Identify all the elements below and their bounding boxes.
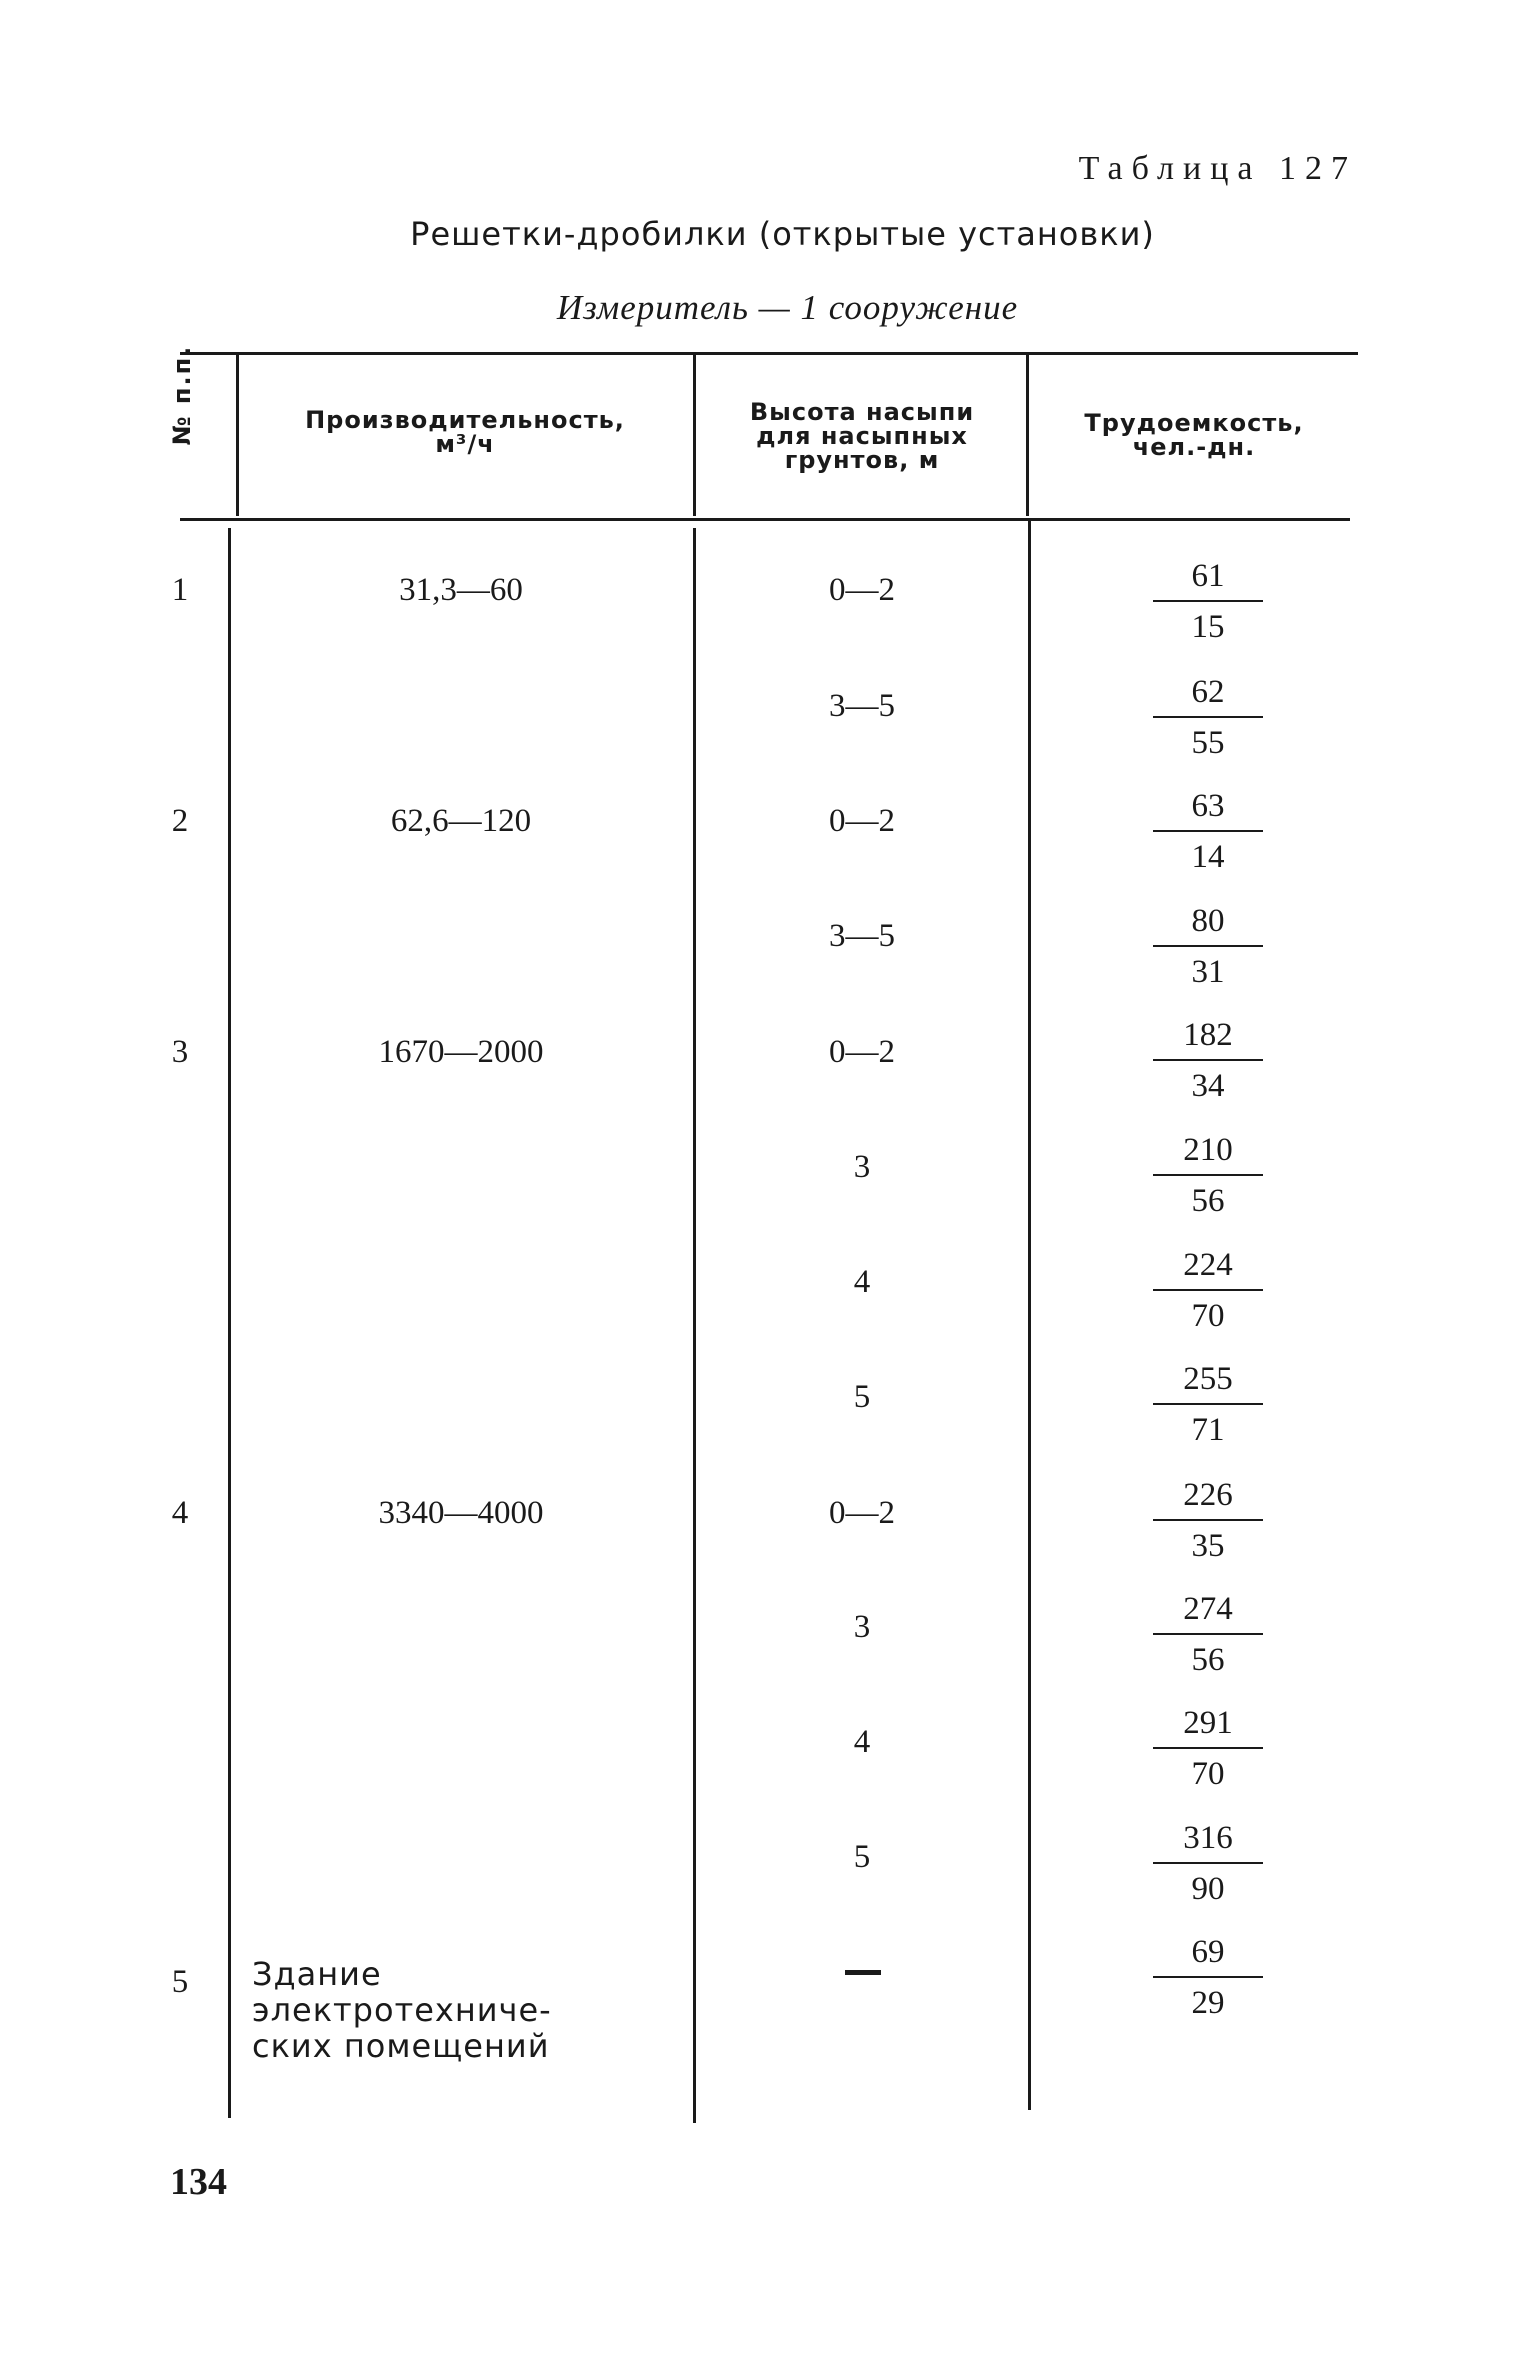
row-height: 0—2 bbox=[829, 803, 895, 839]
row-height: 5 bbox=[853, 1379, 871, 1415]
row-labor bbox=[1163, 1015, 1253, 1103]
labor-numerator: 182 bbox=[1183, 1017, 1233, 1053]
labor-denominator: 29 bbox=[1191, 1985, 1225, 2021]
header-productivity-line1: Производительность, bbox=[305, 406, 625, 434]
row-labor bbox=[1163, 1703, 1253, 1791]
row-height: 3—5 bbox=[829, 688, 895, 724]
row-num: 3 bbox=[171, 1034, 189, 1070]
header-divider-1 bbox=[236, 352, 239, 516]
row-height: 3 bbox=[853, 1609, 871, 1645]
body-divider-2 bbox=[693, 528, 696, 2123]
row-productivity: 31,3—60 bbox=[399, 572, 523, 608]
table-unit: Измеритель — 1 сооружение bbox=[556, 288, 1019, 327]
row-labor bbox=[1163, 786, 1253, 874]
header-height-line1: Высота насыпи bbox=[749, 398, 975, 426]
labor-denominator: 56 bbox=[1191, 1642, 1225, 1678]
labor-numerator: 61 bbox=[1191, 558, 1225, 594]
labor-denominator: 56 bbox=[1191, 1183, 1225, 1219]
header-divider-3 bbox=[1026, 352, 1029, 516]
labor-denominator: 55 bbox=[1191, 725, 1225, 761]
row-num: 4 bbox=[171, 1495, 189, 1531]
labor-numerator: 316 bbox=[1183, 1820, 1233, 1856]
header-productivity bbox=[245, 408, 685, 456]
header-height-line2: для насыпных bbox=[756, 422, 968, 450]
header-productivity-line2: м³/ч bbox=[435, 430, 495, 458]
header-height bbox=[700, 400, 1024, 472]
row-labor bbox=[1163, 556, 1253, 644]
header-bottom-rule bbox=[180, 518, 1350, 521]
labor-denominator: 71 bbox=[1191, 1412, 1225, 1448]
row-height: 3—5 bbox=[829, 918, 895, 954]
labor-numerator: 255 bbox=[1183, 1361, 1233, 1397]
row-labor bbox=[1163, 1359, 1253, 1447]
row-productivity bbox=[252, 1956, 684, 2064]
body-divider-3 bbox=[1028, 520, 1031, 2110]
row-height-dash bbox=[845, 1970, 881, 1975]
row-height: 4 bbox=[853, 1264, 871, 1300]
labor-numerator: 62 bbox=[1191, 674, 1225, 710]
row-num: 1 bbox=[171, 572, 189, 608]
table-top-rule bbox=[180, 352, 1358, 355]
row-labor bbox=[1163, 1589, 1253, 1677]
labor-denominator: 70 bbox=[1191, 1298, 1225, 1334]
row-num: 5 bbox=[171, 1964, 189, 2000]
labor-numerator: 63 bbox=[1191, 788, 1225, 824]
row-height: 0—2 bbox=[829, 1034, 895, 1070]
row-labor bbox=[1163, 1932, 1253, 2020]
row-height: 4 bbox=[853, 1724, 871, 1760]
table-title: Решетки-дробилки (открытые установки) bbox=[410, 215, 1155, 253]
row-labor bbox=[1163, 672, 1253, 760]
row-productivity: 3340—4000 bbox=[378, 1495, 544, 1531]
body-divider-1 bbox=[228, 528, 231, 2118]
labor-denominator: 31 bbox=[1191, 954, 1225, 990]
labor-denominator: 90 bbox=[1191, 1871, 1225, 1907]
labor-numerator: 224 bbox=[1183, 1247, 1233, 1283]
labor-numerator: 226 bbox=[1183, 1477, 1233, 1513]
table-number: Таблица 127 bbox=[1078, 150, 1357, 187]
header-num: № п.п. bbox=[168, 344, 196, 446]
row-labor bbox=[1163, 1245, 1253, 1333]
labor-denominator: 34 bbox=[1191, 1068, 1225, 1104]
building-line2: ских помещений bbox=[252, 2027, 550, 2065]
row-num: 2 bbox=[171, 803, 189, 839]
row-height: 0—2 bbox=[829, 572, 895, 608]
labor-numerator: 274 bbox=[1183, 1591, 1233, 1627]
labor-denominator: 15 bbox=[1191, 609, 1225, 645]
row-labor bbox=[1163, 1475, 1253, 1563]
row-height: 3 bbox=[853, 1149, 871, 1185]
row-labor bbox=[1163, 901, 1253, 989]
header-height-line3: грунтов, м bbox=[784, 446, 940, 474]
labor-denominator: 14 bbox=[1191, 839, 1225, 875]
labor-numerator: 210 bbox=[1183, 1132, 1233, 1168]
header-labor-line2: чел.-дн. bbox=[1132, 433, 1256, 461]
header-labor-line1: Трудоемкость, bbox=[1084, 409, 1304, 437]
labor-denominator: 35 bbox=[1191, 1528, 1225, 1564]
row-productivity: 1670—2000 bbox=[378, 1034, 544, 1070]
labor-denominator: 70 bbox=[1191, 1756, 1225, 1792]
row-height: 0—2 bbox=[829, 1495, 895, 1531]
row-labor bbox=[1163, 1818, 1253, 1906]
labor-numerator: 80 bbox=[1191, 903, 1225, 939]
building-line1: Здание электротехниче- bbox=[252, 1955, 552, 2029]
labor-numerator: 69 bbox=[1191, 1934, 1225, 1970]
row-labor bbox=[1163, 1130, 1253, 1218]
page-number: 134 bbox=[170, 2161, 227, 2203]
row-productivity: 62,6—120 bbox=[390, 803, 532, 839]
labor-numerator: 291 bbox=[1183, 1705, 1233, 1741]
header-divider-2 bbox=[693, 352, 696, 516]
header-labor bbox=[1034, 411, 1354, 459]
row-height: 5 bbox=[853, 1839, 871, 1875]
